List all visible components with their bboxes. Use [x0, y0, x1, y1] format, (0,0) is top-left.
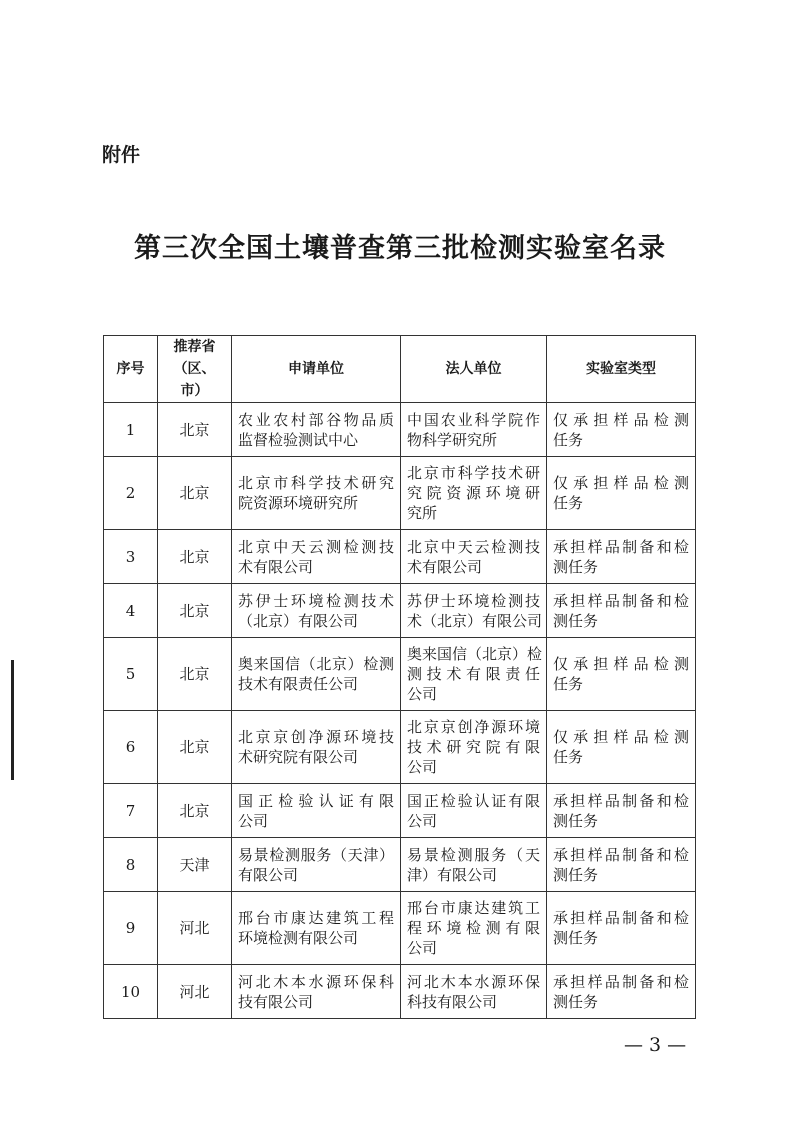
cell-legal-entity-line: 技术研究院有限 — [407, 738, 540, 756]
cell-no: 4 — [104, 584, 158, 638]
header-lab-type: 实验室类型 — [547, 336, 696, 403]
cell-applicant-line: 有限公司 — [238, 865, 299, 884]
cell-applicant-line: 北京京创净源环境技 — [238, 728, 394, 746]
cell-lab-type-line: 承担样品制备和检 — [553, 845, 689, 864]
cell-lab-type-line: 任务 — [553, 430, 584, 449]
cell-legal-entity-line: 苏伊士环境检测技 — [407, 591, 540, 610]
cell-lab-type — [547, 965, 696, 1019]
cell-applicant — [232, 457, 401, 530]
cell-legal-entity-line: 公司 — [407, 811, 438, 830]
header-province: 推荐省 （区、市） — [158, 336, 232, 403]
cell-legal-entity-line: 公司 — [407, 939, 438, 957]
cell-lab-type-line: 测任务 — [553, 611, 599, 630]
cell-legal-entity — [401, 403, 547, 457]
cell-lab-type — [547, 784, 696, 838]
cell-lab-type-line: 任务 — [553, 748, 584, 766]
page-number: — 3 — — [624, 1034, 687, 1056]
cell-no: 7 — [104, 784, 158, 838]
cell-applicant-line: 技术有限责任公司 — [238, 675, 359, 693]
header-no: 序号 — [104, 336, 158, 403]
cell-lab-type-line: 仅承担样品检测 — [553, 474, 689, 492]
cell-province: 北京 — [158, 711, 232, 784]
table-row — [104, 965, 696, 1019]
cell-no: 8 — [104, 838, 158, 892]
cell-lab-type-line: 仅承担样品检测 — [553, 410, 689, 429]
cell-lab-type — [547, 892, 696, 965]
cell-lab-type-line: 任务 — [553, 675, 584, 693]
table-row — [104, 403, 696, 457]
cell-applicant — [232, 838, 401, 892]
table-row — [104, 530, 696, 584]
cell-province: 河北 — [158, 892, 232, 965]
cell-legal-entity-line: 测技术有限责任 — [407, 665, 540, 683]
cell-legal-entity — [401, 584, 547, 638]
cell-applicant-line: 院资源环境研究所 — [238, 494, 359, 512]
cell-no: 1 — [104, 403, 158, 457]
cell-applicant-line: 奥来国信（北京）检测 — [238, 655, 394, 673]
cell-legal-entity-line: 公司 — [407, 758, 438, 776]
cell-applicant — [232, 711, 401, 784]
cell-no: 5 — [104, 638, 158, 711]
cell-lab-type-line: 测任务 — [553, 865, 599, 884]
cell-lab-type-line: 测任务 — [553, 811, 599, 830]
cell-legal-entity-line: 物科学研究所 — [407, 430, 498, 449]
cell-legal-entity-line: 术（北京）有限公司 — [407, 611, 543, 630]
cell-applicant-line: 环境检测有限公司 — [238, 929, 359, 947]
cell-legal-entity-line: 程环境检测有限 — [407, 919, 540, 937]
cell-legal-entity-line: 北京中天云检测技 — [407, 537, 540, 556]
cell-lab-type — [547, 530, 696, 584]
cell-no: 3 — [104, 530, 158, 584]
cell-lab-type — [547, 584, 696, 638]
cell-applicant-line: 公司 — [238, 811, 269, 830]
cell-legal-entity-line: 邢台市康达建筑工 — [407, 899, 540, 917]
cell-lab-type — [547, 838, 696, 892]
cell-legal-entity-line: 奥来国信（北京）检 — [407, 645, 543, 663]
cell-province: 北京 — [158, 457, 232, 530]
cell-lab-type-line: 测任务 — [553, 557, 599, 576]
cell-applicant-line: 北京市科学技术研究 — [238, 474, 394, 492]
cell-lab-type-line: 承担样品制备和检 — [553, 972, 689, 991]
cell-applicant — [232, 403, 401, 457]
header-applicant: 申请单位 — [232, 336, 401, 403]
cell-lab-type-line: 承担样品制备和检 — [553, 591, 689, 610]
cell-lab-type-line: 测任务 — [553, 992, 599, 1011]
cell-lab-type-line: 仅承担样品检测 — [553, 655, 689, 673]
cell-lab-type-line: 承担样品制备和检 — [553, 909, 689, 927]
cell-legal-entity-line: 津）有限公司 — [407, 865, 498, 884]
cell-no: 2 — [104, 457, 158, 530]
attachment-label: 附件 — [102, 144, 141, 166]
cell-no: 6 — [104, 711, 158, 784]
cell-applicant-line: （北京）有限公司 — [238, 611, 359, 630]
cell-legal-entity-line: 究所 — [407, 504, 438, 522]
cell-applicant-line: 术有限公司 — [238, 557, 314, 576]
cell-lab-type — [547, 638, 696, 711]
table-row — [104, 711, 696, 784]
cell-applicant — [232, 584, 401, 638]
cell-legal-entity — [401, 892, 547, 965]
table-row — [104, 638, 696, 711]
cell-legal-entity — [401, 457, 547, 530]
cell-legal-entity — [401, 784, 547, 838]
cell-no: 9 — [104, 892, 158, 965]
document-title: 第三次全国土壤普查第三批检测实验室名录 — [134, 233, 666, 264]
cell-legal-entity — [401, 638, 547, 711]
cell-lab-type-line: 承担样品制备和检 — [553, 537, 689, 556]
cell-legal-entity-line: 公司 — [407, 685, 438, 703]
cell-legal-entity — [401, 711, 547, 784]
table-row — [104, 457, 696, 530]
cell-legal-entity-line: 易景检测服务（天 — [407, 845, 540, 864]
cell-lab-type — [547, 457, 696, 530]
cell-province: 北京 — [158, 638, 232, 711]
table-row — [104, 784, 696, 838]
header-legal-entity: 法人单位 — [401, 336, 547, 403]
table-row — [104, 584, 696, 638]
cell-legal-entity — [401, 838, 547, 892]
cell-province: 河北 — [158, 965, 232, 1019]
cell-applicant-line: 农业农村部谷物品质 — [238, 410, 394, 429]
cell-legal-entity — [401, 965, 547, 1019]
scan-edge-mark — [11, 660, 14, 780]
cell-applicant — [232, 638, 401, 711]
cell-legal-entity-line: 河北木本水源环保 — [407, 972, 540, 991]
cell-applicant — [232, 892, 401, 965]
cell-applicant-line: 邢台市康达建筑工程 — [238, 909, 394, 927]
cell-legal-entity — [401, 530, 547, 584]
cell-province: 北京 — [158, 584, 232, 638]
table-row — [104, 892, 696, 965]
cell-legal-entity-line: 北京市科学技术研 — [407, 464, 540, 482]
cell-applicant-line: 技有限公司 — [238, 992, 314, 1011]
cell-province: 北京 — [158, 530, 232, 584]
cell-lab-type-line: 测任务 — [553, 929, 599, 947]
cell-lab-type — [547, 403, 696, 457]
cell-province: 北京 — [158, 784, 232, 838]
cell-lab-type — [547, 711, 696, 784]
cell-applicant-line: 监督检验测试中心 — [238, 430, 359, 449]
cell-province: 北京 — [158, 403, 232, 457]
cell-lab-type-line: 任务 — [553, 494, 584, 512]
cell-applicant-line: 河北木本水源环保科 — [238, 972, 394, 991]
cell-applicant-line: 苏伊士环境检测技术 — [238, 591, 394, 610]
cell-applicant — [232, 784, 401, 838]
cell-province: 天津 — [158, 838, 232, 892]
table-row — [104, 838, 696, 892]
cell-applicant — [232, 530, 401, 584]
lab-list-table — [103, 335, 696, 1019]
cell-applicant-line: 易景检测服务（天津） — [238, 845, 394, 864]
cell-lab-type-line: 仅承担样品检测 — [553, 728, 689, 746]
cell-legal-entity-line: 中国农业科学院作 — [407, 410, 540, 429]
cell-applicant-line: 北京中天云测检测技 — [238, 537, 394, 556]
cell-legal-entity-line: 术有限公司 — [407, 557, 483, 576]
cell-applicant-line: 术研究院有限公司 — [238, 748, 359, 766]
cell-applicant — [232, 965, 401, 1019]
cell-no: 10 — [104, 965, 158, 1019]
table-header-row — [104, 336, 696, 403]
cell-legal-entity-line: 北京京创净源环境 — [407, 718, 540, 736]
cell-legal-entity-line: 国正检验认证有限 — [407, 791, 540, 810]
cell-lab-type-line: 承担样品制备和检 — [553, 791, 689, 810]
cell-applicant-line: 国正检验认证有限 — [238, 791, 394, 810]
cell-legal-entity-line: 究院资源环境研 — [407, 484, 540, 502]
cell-legal-entity-line: 科技有限公司 — [407, 992, 498, 1011]
